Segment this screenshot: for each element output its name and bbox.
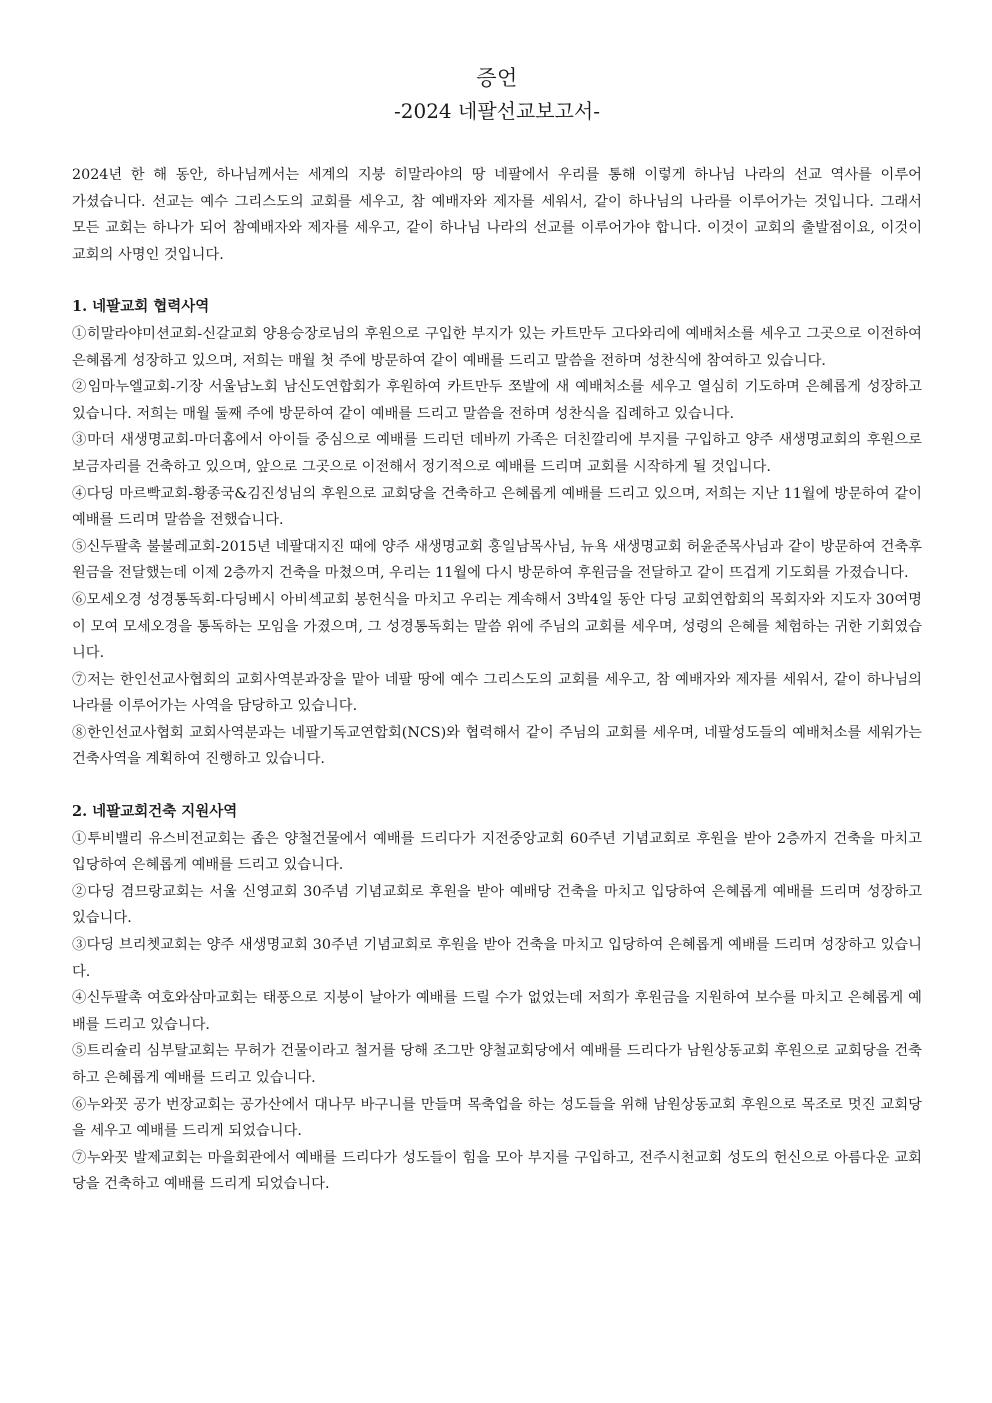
list-item: ④다딩 마르빡교회-황종국&김진성님의 후원으로 교회당을 건축하고 은혜롭게 예배를 드리고 있으며, 저희는 지난 11월에 방문하여 같이 예배를 드리며 말씀을 전했습니다. [72, 485, 922, 529]
list-item: ③마더 새생명교회-마더홈에서 아이들 중심으로 예배를 드리던 데바끼 가족은 더친깔리에 부지를 구입하고 양주 새생명교회의 후원으로 보금자리를 건축하고 있으며, 앞으로 그곳으로 이전해서 정기적으로 예배를 드리며 교회를 시작하게 될 것입니다. [72, 432, 922, 475]
document-title: 증언 [476, 66, 518, 90]
list-item: ②다딩 겸므랑교회는 서울 신영교회 30주념 기념교회로 후원을 받아 예배당 건축을 마치고 입당하여 은혜롭게 예배를 드리며 성장하고 있습니다. [72, 883, 922, 927]
list-item: ①히말라야미션교회-신갈교회 양용승장로님의 후원으로 구입한 부지가 있는 카트만두 고다와리에 예배처소를 세우고 그곳으로 이전하여 은혜롭게 성장하고 있으며, 저희는 매월 첫 주에 방문하여 같이 예배를 드리고 말씀을 전하며 성찬식에 참여하고 있습니다. [72, 325, 922, 369]
list-item: ③다딩 브리쳇교회는 양주 새생명교회 30주년 기념교회로 후원을 받아 건축을 마치고 입당하여 은혜롭게 예배를 드리며 성장하고 있습니다. [72, 937, 922, 980]
section-heading: 2. 네팔교회건축 지원사역 [72, 803, 238, 821]
section-heading: 1. 네팔교회 협력사역 [72, 298, 210, 316]
intro-paragraph: 2024년 한 해 동안, 하나님께서는 세계의 지붕 히말라야의 땅 네팔에서 우리를 통해 이렇게 하나님 나라의 선교 역사를 이루어 가셨습니다. 선교는 예수 그리스도의 교회를 세우고, 참 예배자와 제자를 세워서, 같이 하나님의 나라를 이루어가는 것입니다. 그래서 모든 교회는 하나가 되어 참예배자와 제자를 세우고, 같이 하나님 나라의 선교를 이루어가야 합니다. 이것이 교회의 출발점이요, 이것이 교회의 사명인 것입니다. [72, 167, 922, 263]
list-item: ⑦누와꼿 발제교회는 마을회관에서 예배를 드리다가 성도들이 힘을 모아 부지를 구입하고, 전주시천교회 성도의 헌신으로 아름다운 교회당을 건축하고 예배를 드리게 되었습니다. [72, 1149, 922, 1193]
document-page [72, 62, 922, 1198]
list-item: ⑤트리슐리 심부탈교회는 무허가 건물이라고 철거를 당해 조그만 양철교회당에서 예배를 드리다가 남원상동교회 후원으로 교회당을 건축하고 은혜롭게 예배를 드리고 있습니다. [72, 1043, 922, 1086]
list-item: ⑥모세오경 성경통독회-다딩베시 아비섹교회 봉헌식을 마치고 우리는 계속해서 3박4일 동안 다딩 교회연합회의 목회자와 지도자 30여명이 모여 모세오경을 통독하는 모임을 가졌으며, 그 성경통독회는 말씀 위에 주님의 교회를 세우며, 성령의 은혜를 체험하는 귀한 기회였습니다. [72, 591, 922, 662]
list-item: ④신두팔촉 여호와삼마교회는 태풍으로 지붕이 날아가 예배를 드릴 수가 없었는데 저희가 후원금을 지원하여 보수를 마치고 은혜롭게 예배를 드리고 있습니다. [72, 990, 922, 1033]
section-church-cooperation [72, 294, 922, 773]
list-item: ⑥누와꼿 공가 번장교회는 공가산에서 대나무 바구니를 만들며 목축업을 하는 성도들을 위해 남원상동교회 후원으로 목조로 멋진 교회당을 세우고 예배를 드리게 되었습니다. [72, 1096, 922, 1140]
section-church-building-support [72, 799, 922, 1198]
list-item: ②임마누엘교회-기장 서울남노회 남신도연합회가 후원하여 카트만두 쪼발에 새 예배처소를 세우고 열심히 기도하며 은혜롭게 성장하고 있습니다. 저희는 매월 둘째 주에 방문하여 같이 예배를 드리고 말씀을 전하며 성찬식을 집례하고 있습니다. [72, 379, 922, 422]
document-subtitle: -2024 네팔선교보고서- [393, 99, 600, 123]
list-item: ⑧한인선교사협회 교회사역분과는 네팔기독교연합회(NCS)와 협력해서 같이 주님의 교회를 세우며, 네팔성도들의 예배처소를 세워가는 건축사역을 계획하여 진행하고 있습니다. [72, 724, 922, 768]
list-item: ①투비밸리 유스비전교회는 좁은 양철건물에서 예배를 드리다가 지전중앙교회 60주년 기념교회로 후원을 받아 2층까지 건축을 마치고 입당하여 은혜롭게 예배를 드리고 있습니다. [72, 830, 922, 874]
list-item: ⑤신두팔촉 불불레교회-2015년 네팔대지진 때에 양주 새생명교회 홍일남목사님, 뉴욕 새생명교회 허윤준목사님과 같이 방문하여 건축후원금을 전달했는데 이제 2층까지 건축을 마쳤으며, 우리는 11월에 다시 방문하여 후원금을 전달하고 같이 뜨겁게 기도회를 가졌습니다. [72, 538, 922, 582]
list-item: ⑦저는 한인선교사협회의 교회사역분과장을 맡아 네팔 땅에 예수 그리스도의 교회를 세우고, 참 예배자와 제자를 세워서, 같이 하나님의 나라를 이루어가는 사역을 담당하고 있습니다. [72, 671, 922, 715]
